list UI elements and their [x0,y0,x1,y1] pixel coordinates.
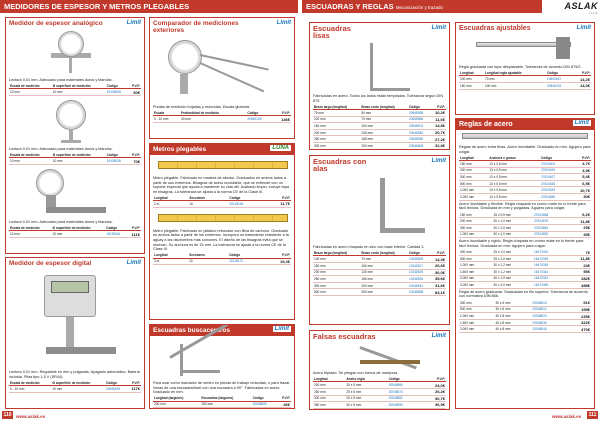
dimension-cell: 40 x 8 mm [495,326,532,333]
table-row [459,218,591,225]
product-table: Escala de medición Ø superficie de medición Código P.V.P. 0 - 10 mm 10 mm 20546199 117€ [10,380,140,392]
card-title: Metros plegables [150,144,294,155]
dimension-cell: 200 mm [360,282,408,289]
price-cell: 5,4€ [569,174,591,181]
table-row [459,224,591,231]
dimension-cell: 100 mm [484,82,546,89]
code-cell: 20548608 [408,142,430,149]
code-cell: 27624668 [533,212,567,218]
table-row [459,187,591,194]
dimension-cell: 70 mm [360,116,408,123]
dimension-cell: 40 x 2,0 mm [493,282,533,289]
code-cell: 20548012 [532,306,568,313]
dimension-cell: 13 x 0,5 mm [488,180,540,187]
left-page-header [0,0,298,13]
size-cell: 100 mm [313,256,360,263]
size-cell: 200 mm [459,167,488,174]
dimension-cell: 20 x 5 mm [345,382,387,389]
logo-brand: ASLAK [564,1,598,11]
code-cell: 16470336 [533,262,567,269]
price-cell: 322€ [567,319,591,326]
table-row [459,275,591,282]
product-description: Lectura 0,01 mm. Regulable en mm y pulgadas. Apagado automático. Batería incluida. Pilas tipo 1,5 V (SR44). [9,370,140,379]
code-cell: 20548590 [408,136,430,143]
card-steel-rules [455,118,595,409]
price-cell: 195€ [567,306,591,313]
product-description: Fabricadas en acero chapado en zinc con base inferior. Calidad 3. [313,245,425,249]
digital-gauge-image [6,269,144,369]
table-row [313,289,446,296]
code-cell: 20548004 [532,300,568,306]
product-description: Reglas de acero extra finas. Acero inoxidable. Graduado en mm. Agujero para colgar. [459,145,591,154]
price-cell: 282€ [567,275,591,282]
price-cell: 24€ [567,262,591,269]
brand-limit: Limit [274,326,289,332]
dimension-cell: 13 x 0,5 mm [488,174,540,181]
wooden-rule-image [150,155,294,175]
code-cell: 20548574 [388,388,422,395]
code-cell: 10248525 [408,269,430,276]
dimension-cell: 165 mm [360,276,408,283]
bevel-square-image [310,342,449,370]
dimension-cell: 13 x 0,5 mm [488,193,540,200]
dimension-cell: 13 x 0,5 mm [488,160,540,167]
code-cell: 20548582 [408,129,430,136]
brand-limit: Limit [431,158,446,164]
size-cell: 200 mm [313,382,345,389]
table-row [313,109,446,116]
card-title: Escuadras ajustables [459,25,531,32]
table-row [313,395,446,402]
dimension-cell: 70 mm [484,76,546,83]
table-row [459,160,591,167]
code-cell: 10248558 [408,289,430,296]
size-cell: 250 mm [313,136,360,143]
table-row [459,269,591,276]
code-cell: 10248541 [408,282,430,289]
price-cell: 11,8€ [567,218,591,225]
table-row [313,136,446,143]
table-row: 2 m 10 20118164 11,7€ [154,201,290,207]
product-table: Brazo largo (longitud) Brazo corto (longitud) Código P.V.P. 75 mm 50 mm 20548558 10,2€ 100 mm 70 mm 20548566 11,6€ 150 mm 100 mm 20548574 14,8€ 200 mm 130 mm 20548582 20,7€ 250 mm 165 mm 20548590 27,2€ 300 mm 200 mm 20548608 32,8€ [314,104,445,149]
product-table: Longitud Ancho regla Código P.V.P. 200 mm 20 x 5 mm 20548566 24,0€ 250 mm 20 x 5 mm 20548574 26,2€ 300 mm 20 x 5 mm 20548582 30,7€ 350 mm 20 x 5 mm 20548590 36,9€ [314,376,445,408]
product-table: Brazo largo (longitud) Brazo corto (longitud) Código P.V.P. 100 mm 70 mm 10248509 14,3€ 150 mm 100 mm 10248517 20,6€ 200 mm 130 mm 10248525 30,0€ 250 mm 165 mm 10248533 35,6€ 300 mm 200 mm 10248541 41,6€ 500 mm 300 mm 10248558 84,1€ [314,250,445,295]
size-cell: 200 mm [313,129,360,136]
table-row [459,255,591,262]
price-cell: 14,8€ [430,123,446,130]
product-table: Longitud Secciones Código P.V.P. 2 m 10 20118164 11,7€ [154,195,290,207]
code-cell: 27624684 [533,224,567,231]
right-header-subtitle: Mecanización y trazado [395,5,444,10]
analog-gauge-image-2 [6,96,144,146]
table-row: 10 mm 10 mm 19135036 70€ [10,158,140,164]
price-cell: 35,6€ [430,276,446,283]
product-description: Metro plegable. Fabricado en plástico reforzado con fibra de carbono. Graduado en ambos lados a partir de los extremos. Incorpora un tratamiento resistente a la aguay a los disolventes más comunes. El diseño de las bisagras evita que se muevan. Su anchura es de 15 mm. La tolerancia se ajusta a la norma CE de la Clase III. [153,228,289,252]
dimension-cell: 20 x 5 mm [345,395,387,402]
code-cell: 20546215 [546,82,572,89]
dimension-cell: 30 x 1,0 mm [493,231,533,238]
size-cell: 2.000 mm [459,326,495,333]
dimension-cell: 20 x 1,0 mm [493,218,533,225]
size-cell: 300 mm [313,395,345,402]
price-cell: 45€ [567,231,591,238]
product-table: Longitud Anchura x grosor Código P.V.P. 150 mm 13 x 0,5 mm 27624601 4,7€ 200 mm 13 x 0,5 mm 27624619 4,9€ 300 mm 13 x 0,5 mm 27624627 5,4€ 500 mm 13 x 0,5 mm 27624635 6,5€ 1.000 mm 13 x 0,5 mm 27624643 10,7€ 2.000 mm 13 x 0,5 mm 27624650 30€ [460,155,590,200]
table-row [313,142,446,149]
brand-limit: Limit [574,120,589,126]
left-header-title: MEDIDORES DE ESPESOR Y METROS PLEGABLES [4,2,190,11]
aslak-logo [548,1,598,15]
table-row: 0 - 10 mm 40 mm 20549169 146€ [154,116,290,122]
dimension-cell: 25 x 1,0 mm [493,249,533,255]
table-row [459,180,591,187]
price-cell: 11,6€ [430,116,446,123]
price-cell: 84,1€ [430,289,446,296]
code-cell: 27624650 [540,193,569,200]
adjustable-square-image [456,34,594,64]
product-table: Escala de medición Ø superficie de medición Código P.V.P. 10 mm 10 mm 19135044 111€ [10,225,140,237]
right-page-number: 111 [588,412,597,418]
price-cell: 14,2€ [572,76,591,83]
table-row: 10 mm 10 mm 19135028 60€ [10,89,140,95]
size-cell: 1.000 mm [459,231,493,238]
card-title: Escuadras con alas [313,157,367,173]
size-cell: 1.000 mm [459,313,495,320]
code-cell: 20548590 [388,402,422,409]
code-cell: 10500637 [546,76,572,83]
table-row: 2 m 10 20118172 19,4€ [154,258,290,264]
price-cell: 4,9€ [569,167,591,174]
code-cell: 27624619 [540,167,569,174]
dimension-cell: 165 mm [360,136,408,143]
card-digital-thickness [5,257,145,409]
table-row [313,116,446,123]
size-cell: 2.000 mm [459,193,488,200]
product-description: Puntas de medición forjadas y redondas. Escala giratoria. [153,105,251,109]
plastic-rule-image [150,208,294,228]
code-cell: 27624635 [540,180,569,187]
dimension-cell: 300 mm [360,289,408,296]
table-row [459,167,591,174]
dimension-cell: 25 x 1,0 mm [493,255,533,262]
price-cell: 14,0€ [572,82,591,89]
table-row: 200 mm 150 mm 20548899 46€ [154,401,290,407]
product-description: Lectura 0,01 mm. Adecuado para materiales duros y blandos. [9,146,113,151]
product-table: Longitud Longitud regla ajustable Código P.V.P. 100 mm 70 mm 10500637 14,2€ 150 mm 100 mm 20546215 14,0€ [460,70,590,89]
card-exterior-comparator [149,17,295,139]
product-description: Regla graduada con tope desplazable. Tolerancia de acuerdo DIN 875/2. [459,65,582,69]
size-cell: 200 mm [313,269,360,276]
code-cell: 20548582 [388,395,422,402]
dimension-cell: 30 x 6 mm [495,300,532,306]
size-cell: 300 mm [459,174,488,181]
size-cell: 1.500 mm [459,269,493,276]
size-cell: 1.500 mm [459,319,495,326]
size-cell: 75 mm [313,109,360,116]
card-folding-rules [149,143,295,320]
right-header-title: ESCUADRAS Y REGLAS [306,2,394,11]
product-description: Lectura 0,01 mm. Adecuado para materiales duros y blandos. [9,219,113,224]
table-row [459,313,591,320]
code-cell: 16470328 [533,255,567,262]
price-cell: 6,2€ [567,212,591,218]
size-cell: 500 mm [459,255,493,262]
code-cell: 20548558 [408,109,430,116]
dimension-cell: 40 x 8 mm [495,313,532,320]
analog-gauge-image-1 [6,29,144,77]
product-table: Escala Profundidad de medición Código P.V.P. 0 - 10 mm 40 mm 20549169 146€ [154,110,290,122]
table-row [313,402,446,409]
dimension-cell: 130 mm [360,129,408,136]
size-cell: 300 mm [313,282,360,289]
price-cell: 7€ [567,249,591,255]
price-cell: 20,7€ [430,129,446,136]
price-cell: 6,5€ [569,180,591,187]
size-cell: 150 mm [313,123,360,130]
price-cell: 20,6€ [430,262,446,269]
dimension-cell: 20 x 5 mm [345,402,387,409]
size-cell: 200 mm [459,218,493,225]
table-row [313,262,446,269]
dimension-cell: 100 mm [360,123,408,130]
product-description: Acero triplado. Se pliegan con tuerca de mariposa. [313,371,399,375]
card-title: Comparador de mediciones exteriores [153,20,239,34]
right-footer-url[interactable]: www.aslak.es [552,414,582,419]
code-cell: 10248517 [408,262,430,269]
table-row [313,382,446,389]
size-cell: 250 mm [313,276,360,283]
table-row [313,123,446,130]
steel-rule-image-1 [456,130,594,144]
price-cell: 25€ [567,224,591,231]
price-cell: 14,3€ [430,256,446,263]
card-winged-squares [309,155,450,325]
price-cell: 10,7€ [569,187,591,194]
card-title: Medidor de espesor digital [9,260,92,267]
price-cell: 41,6€ [430,282,446,289]
size-cell: 1.000 mm [459,262,493,269]
price-cell: 26,2€ [421,388,446,395]
product-table [459,300,591,333]
code-cell: 16470351 [533,275,567,282]
code-cell: 20548046 [532,326,568,333]
price-cell: 24,0€ [421,382,446,389]
size-cell: 100 mm [459,76,484,83]
table-row [313,282,446,289]
product-table [459,249,591,289]
price-cell: 4,7€ [569,160,591,167]
dimension-cell: 30 x 6 mm [495,306,532,313]
logo-tagline: tools [589,11,598,15]
dimension-cell: 100 mm [360,262,408,269]
table-row [459,306,591,313]
size-cell: 3.000 mm [459,282,493,289]
dimension-cell: 40 x 8 mm [495,319,532,326]
table-row: 0 - 10 mm 10 mm 20546199 117€ [10,386,140,392]
size-cell: 2.000 mm [459,275,493,282]
flat-square-image [310,41,449,93]
card-title: Falsas escuadras [313,332,376,341]
price-cell: 10,2€ [430,109,446,116]
left-page-number: 110 [3,412,12,418]
brand-luna: LUNA [272,145,289,151]
brand-limit: Limit [576,25,591,31]
card-bevel-squares [309,330,450,410]
code-cell: 20548574 [408,123,430,130]
price-cell: 488€ [567,282,591,289]
winged-square-image [310,174,449,244]
size-cell: 350 mm [313,402,345,409]
price-cell: 61€ [567,300,591,306]
code-cell: 16470344 [533,269,567,276]
product-description: Lectura 0,01 mm. Adecuado para materiales duros y blandos. [9,78,113,82]
table-row [313,269,446,276]
exterior-comparator-image [150,36,294,104]
size-cell: 300 mm [459,224,493,231]
dimension-cell: 20 x 5 mm [345,388,387,395]
code-cell: 27624676 [533,218,567,225]
table-row [459,262,591,269]
code-cell: 10248509 [408,256,430,263]
left-footer-url[interactable]: www.aslak.es [16,414,46,419]
size-cell: 300 mm [459,300,495,306]
price-cell: 27,2€ [430,136,446,143]
table-row [313,388,446,395]
size-cell: 500 mm [313,289,360,296]
dimension-cell: 130 mm [360,269,408,276]
size-cell: 150 mm [459,160,488,167]
price-cell: 32,8€ [430,142,446,149]
table-row: 10 mm 10 mm 19135044 111€ [10,231,140,237]
card-centre-finder [149,324,295,409]
code-cell: 10248533 [408,276,430,283]
brand-limit: Limit [431,25,446,31]
product-description: Metro plegable. Fabricado en madera de abedul. Graduados en ambos lados a partir de sus extremos. Bisagras de acero inoxidable, que se extiende con un soporte especial que ayuda a mantener su vida útil. Acabado limpio, incluye tapa en bisagras. La tolerancia se ajusta a la norma CE de la Clase III. [153,176,289,194]
card-title: Escuadras lisas [313,24,351,40]
code-cell: 27624601 [540,160,569,167]
product-table: Longitud (larguero) Escuadras (larguero) Código P.V.P. 200 mm 150 mm 20548899 46€ [154,396,290,407]
table-row [459,76,591,83]
size-cell: 500 mm [459,180,488,187]
code-cell: 27624627 [540,174,569,181]
dimension-cell: 30 x 1,2 mm [493,269,533,276]
dimension-cell: 50 mm [360,109,408,116]
table-row [313,256,446,263]
brand-limit: Limit [126,20,141,26]
dimension-cell: 13 x 0,5 mm [488,167,540,174]
dimension-cell: 30 x 1,0 mm [493,224,533,231]
size-cell: 150 mm [459,82,484,89]
product-description: Acero inoxidable y rígido. Regla chapada en cromo mate en lo frente para fácil lectura. Graduada en mm. Agujero para colgar. [459,239,584,248]
product-table: Longitud Secciones Código P.V.P. 2 m 10 20118172 19,4€ [154,253,290,264]
table-row [313,129,446,136]
right-page-header [302,0,542,13]
code-cell: 27624643 [540,187,569,194]
price-cell: 30€ [569,193,591,200]
card-title: Reglas de acero [456,119,594,130]
code-cell: 16470369 [533,282,567,289]
price-cell: 470€ [567,326,591,333]
price-cell: 30,7€ [421,395,446,402]
price-cell: 55€ [567,269,591,276]
table-row [459,193,591,200]
product-description: Para usar como marcador de centro en piezas de trabajo redondas, o para trazar líneas de una escuadra/bisel con una escuadra a 90°. Fabricadas en acero. Graduado en mm. [153,381,290,395]
size-cell: 250 mm [313,388,345,395]
product-description: Acero inoxidable y flexible. Regla chapada en cromo mate en lo frente para fácil lectura. Graduada en mm y pulgadas. Agujero para colgar. [459,201,586,211]
size-cell: 1.000 mm [459,187,488,194]
price-cell: 36,9€ [421,402,446,409]
card-adjustable-squares [455,22,595,115]
table-row [313,276,446,283]
card-title: Escuadras buscacentros [150,325,294,336]
code-cell: 16470310 [533,249,567,255]
product-description: Fabricadas en acero. Todos los lados están templados. Tolerancia según DIN 875. [313,94,444,103]
dimension-cell: 200 mm [360,142,408,149]
card-flat-squares [309,22,450,150]
brand-limit: Limit [276,20,291,26]
size-cell: 300 mm [313,142,360,149]
table-row [459,326,591,333]
analog-gauge-image-3 [6,165,144,219]
card-analog-thickness [5,17,145,254]
price-cell: 235€ [567,313,591,320]
brand-limit: Limit [126,260,141,266]
centre-finder-image [150,336,294,380]
dimension-cell: 70 mm [360,256,408,263]
size-cell: 300 mm [459,249,493,255]
code-cell: 20548038 [532,319,568,326]
code-cell: 20548566 [388,382,422,389]
dimension-cell: 30 x 1,2 mm [493,262,533,269]
product-table: Escala de medición Ø superficie de medición Código P.V.P. 10 mm 10 mm 19135036 70€ [10,152,140,164]
dimension-cell: 40 x 1,5 mm [493,275,533,282]
product-table: Escala de medición Ø superficie de medición Código P.V.P. 10 mm 10 mm 19135028 60€ [10,83,140,95]
code-cell: 20548020 [532,313,568,320]
card-title: Medidor de espesor analógico [9,20,103,27]
table-row [459,231,591,238]
code-cell: 20548566 [408,116,430,123]
size-cell: 500 mm [459,306,495,313]
product-table [459,212,591,238]
brand-limit: Limit [431,333,446,339]
table-row [459,82,591,89]
size-cell: 150 mm [313,262,360,269]
table-row [459,319,591,326]
table-row [459,282,591,289]
table-row [459,174,591,181]
dimension-cell: 13 x 0,5 mm [488,187,540,194]
size-cell: 150 mm [459,212,493,218]
code-cell: 27624692 [533,231,567,238]
price-cell: 30,0€ [430,269,446,276]
dimension-cell: 15 x 0,5 mm [493,212,533,218]
size-cell: 100 mm [313,116,360,123]
price-cell: 11,8€ [567,255,591,262]
product-description: Regla de acero graduada. Graduadas en filo superior. Tolerancia de acuerdo con normativa DIN 866. [459,289,588,299]
